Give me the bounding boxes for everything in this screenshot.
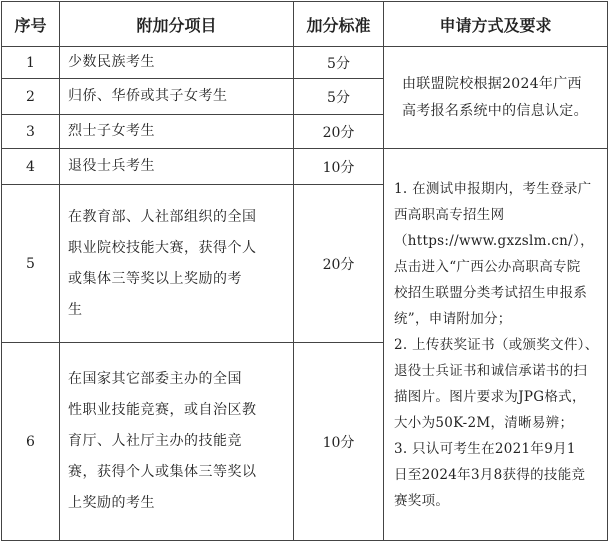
header-requirement: 申请方式及要求: [384, 2, 608, 47]
header-item: 附加分项目: [60, 2, 294, 47]
header-no: 序号: [2, 2, 60, 47]
requirement-line: 由联盟院校根据2024年广西: [402, 75, 582, 92]
row-item: 烈士子女考生: [60, 115, 294, 149]
row-item: 少数民族考生: [60, 47, 294, 79]
row-item: [60, 185, 294, 343]
requirement-line: 3. 只认可考生在2021年9月1: [394, 440, 576, 457]
item-line: 生: [68, 301, 83, 318]
row-points: 10分: [294, 149, 384, 185]
requirement-group-2: [384, 149, 608, 541]
item-line: 性职业技能竞赛，或自治区教: [68, 402, 257, 418]
header-row: [2, 2, 608, 47]
row-no: 3: [2, 115, 60, 149]
table-row: [2, 47, 608, 79]
table-row: [2, 149, 608, 185]
requirement-line: （https://www.gxzslm.cn/），: [394, 232, 594, 249]
item-line: 在教育部、人社部组织的全国: [68, 208, 257, 225]
item-line: 职业院校技能大赛，获得个人: [68, 239, 257, 256]
requirement-line: 点击进入“广西公办高职高专院: [394, 258, 581, 275]
requirement-line: 赛奖项。: [394, 492, 450, 509]
bonus-points-table: [1, 1, 608, 541]
header-points: 加分标准: [294, 2, 384, 47]
requirement-group-1: [384, 47, 608, 149]
row-item: 退役士兵考生: [60, 149, 294, 185]
row-no: 1: [2, 47, 60, 79]
item-line: 育厅、人社厅主办的技能竞: [68, 433, 242, 449]
row-points: 5分: [294, 79, 384, 115]
requirement-line: 退役士兵证书和诚信承诺书的扫: [394, 362, 588, 379]
requirement-line: 高考报名系统中的信息认定。: [402, 102, 588, 119]
row-no: 2: [2, 79, 60, 115]
row-no: 4: [2, 149, 60, 185]
row-points: 20分: [294, 185, 384, 343]
row-item: [60, 343, 294, 541]
row-points: 5分: [294, 47, 384, 79]
requirement-line: 1. 在测试申报期内，考生登录广: [394, 180, 592, 197]
row-points: 20分: [294, 115, 384, 149]
row-no: 5: [2, 185, 60, 343]
requirement-line: 校招生联盟分类考试招生申报系: [394, 284, 588, 301]
requirement-line: 大小为50K-2M，清晰易辨；: [394, 414, 574, 431]
requirement-line: 日至2024年3月8获得的技能竞: [394, 466, 586, 483]
requirement-line: 统”，申请附加分；: [394, 310, 512, 327]
row-item: 归侨、华侨或其子女考生: [60, 79, 294, 115]
item-line: 赛，获得个人或集体三等奖以: [68, 464, 257, 480]
row-no: 6: [2, 343, 60, 541]
row-points: 10分: [294, 343, 384, 541]
item-line: 上奖励的考生: [68, 495, 155, 511]
item-line: 或集体三等奖以上奖励的考: [68, 270, 242, 287]
requirement-line: 2. 上传获奖证书（或颁奖文件）、: [394, 336, 599, 353]
item-line: 在国家其它部委主办的全国: [68, 371, 242, 387]
requirement-line: 描图片。图片要求为JPG格式，: [394, 388, 586, 405]
requirement-line: 西高职高专招生网: [394, 206, 505, 223]
